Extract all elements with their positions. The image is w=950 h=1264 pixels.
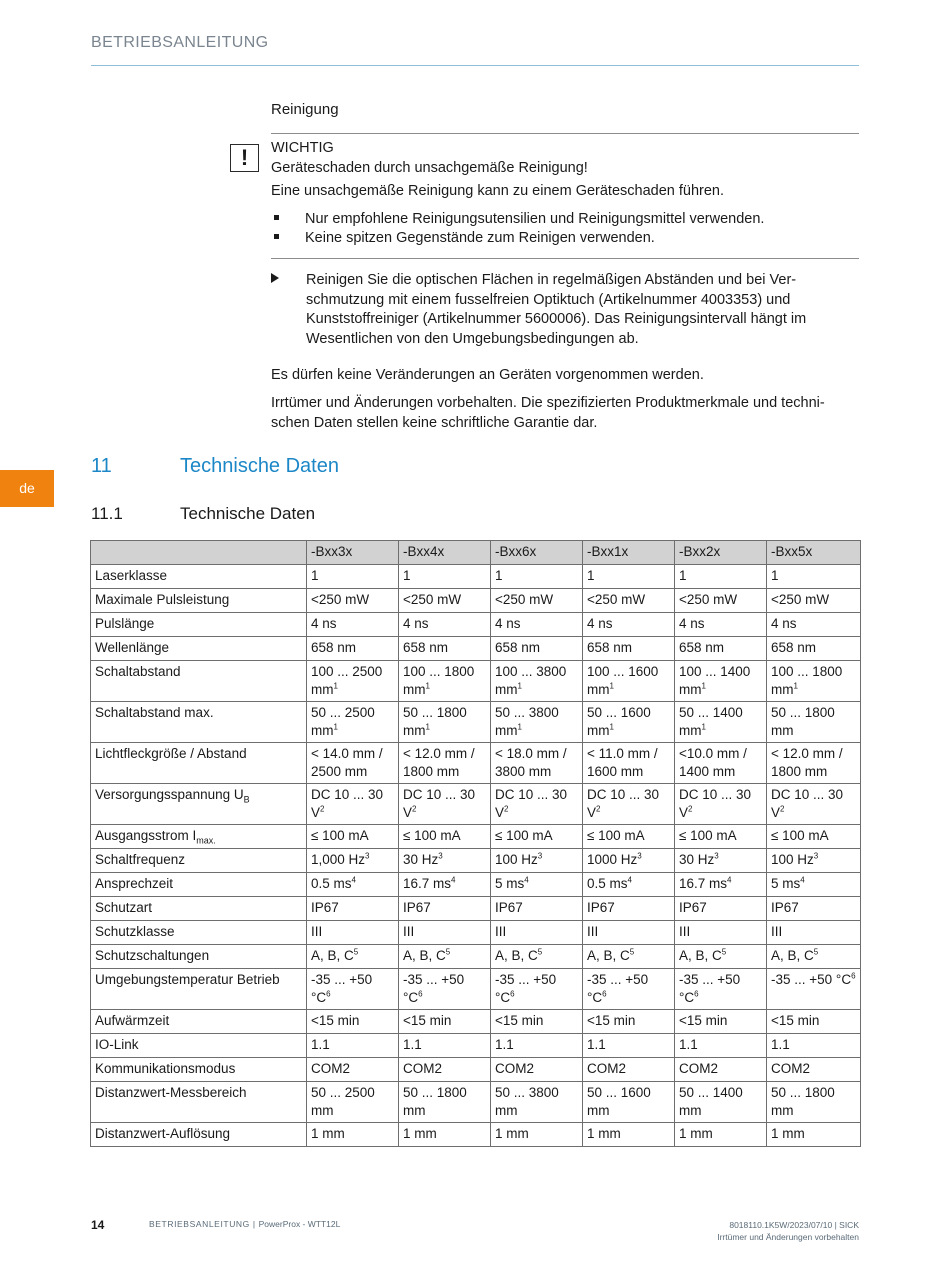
table-cell: DC 10 ... 30 $V^2$ xyxy=(767,784,861,825)
table-cell: 4 ns xyxy=(767,613,861,637)
table-cell: DC 10 ... 30 $V^2$ xyxy=(675,784,767,825)
table-cell: 1 mm xyxy=(583,1123,675,1147)
table-cell: -35 ... +50 $^\circ C^6$ xyxy=(675,969,767,1010)
exclamation-icon: ! xyxy=(230,144,259,172)
table-cell: 658 nm xyxy=(399,637,491,661)
table-cell: 1.1 xyxy=(399,1034,491,1058)
table-cell: <250 mW xyxy=(583,589,675,613)
table-row xyxy=(91,825,861,849)
table-row-label: Schutzschaltungen xyxy=(91,945,307,969)
table-cell: 50 ... 1400 mm xyxy=(675,1082,767,1123)
table-cell: <250 mW xyxy=(675,589,767,613)
table-cell: COM2 xyxy=(675,1058,767,1082)
table-cell: 50 ... 1800 mm xyxy=(767,702,861,743)
paragraph-disclaimer: Irrtümer und Änderungen vorbehalten. Die spezifizierten Produktmerkmale und techni- schen Daten stellen keine schriftliche Garantie dar. xyxy=(271,395,825,431)
footer-document-info: 8018110.1K5W/2023/07/10 | SICK Irrtümer und Änderungen vorbehalten xyxy=(717,1220,859,1242)
table-cell: COM2 xyxy=(307,1058,399,1082)
table-cell: 1 xyxy=(767,565,861,589)
table-cell: 100 ... 1800 $mm^1$ xyxy=(767,661,861,702)
table-cell: < 14.0 mm / 2500 mm xyxy=(307,743,399,784)
table-cell: <250 mW xyxy=(399,589,491,613)
bullet-square-icon xyxy=(274,215,279,220)
page-number: 14 xyxy=(91,1218,105,1232)
table-row xyxy=(91,849,861,873)
table-cell: 1 mm xyxy=(675,1123,767,1147)
table-cell: 50 ... 1600 $mm^1$ xyxy=(583,702,675,743)
table-row xyxy=(91,589,861,613)
table-cell: 1,000 Hz$^3$ xyxy=(307,849,399,873)
table-cell: 1 mm xyxy=(491,1123,583,1147)
table-header-cell: -Bxx4x xyxy=(399,541,491,565)
table-cell: 100 ... 1800 $mm^1$ xyxy=(399,661,491,702)
table-header-cell: -Bxx1x xyxy=(583,541,675,565)
chapter-number: 11 xyxy=(91,455,112,477)
table-cell: 4 ns xyxy=(675,613,767,637)
table-row xyxy=(91,565,861,589)
table-row-label: Versorgungsspannung $U_B$ xyxy=(91,784,307,825)
table-row-label: Distanzwert-Auflösung xyxy=(91,1123,307,1147)
table-cell: 1.1 xyxy=(583,1034,675,1058)
table-cell: III xyxy=(491,921,583,945)
step-instruction: Reinigen Sie die optischen Flächen in regelmäßigen Abständen und bei Ver- schmutzung mit einem fusselfreien Optiktuch (Artikelnummer 4003353) und Kunststoffreiniger (Artikelnummer 5600006). Das Reinigungsintervall hängt im Wesentlichen von den Umgebungsbedingungen ab. xyxy=(306,272,807,347)
table-cell: ≤ 100 mA xyxy=(491,825,583,849)
table-cell: A, B, $C^5$ xyxy=(399,945,491,969)
table-cell: 50 ... 1800 mm xyxy=(767,1082,861,1123)
table-cell: DC 10 ... 30 $V^2$ xyxy=(491,784,583,825)
table-cell: 4 ns xyxy=(307,613,399,637)
table-cell: <250 mW xyxy=(491,589,583,613)
warning-bottom-rule xyxy=(271,258,859,259)
table-header-cell: -Bxx5x xyxy=(767,541,861,565)
table-cell: COM2 xyxy=(399,1058,491,1082)
table-header-cell: -Bxx3x xyxy=(307,541,399,565)
table-row xyxy=(91,1082,861,1123)
table-cell: 100 Hz$^3$ xyxy=(767,849,861,873)
table-cell: 1 xyxy=(399,565,491,589)
table-cell: IP67 xyxy=(307,897,399,921)
table-row xyxy=(91,1010,861,1034)
table-cell: III xyxy=(307,921,399,945)
chapter-title: Technische Daten xyxy=(180,455,339,477)
table-cell: -35 ... +50 $^\circ C^6$ xyxy=(491,969,583,1010)
technical-data-table xyxy=(90,540,861,1147)
table-cell: 1.1 xyxy=(307,1034,399,1058)
table-cell: 4 ns xyxy=(491,613,583,637)
table-cell: 100 ... 1600 $mm^1$ xyxy=(583,661,675,702)
table-row-label: Wellenlänge xyxy=(91,637,307,661)
table-row-label: Pulslänge xyxy=(91,613,307,637)
table-cell: 658 nm xyxy=(491,637,583,661)
warning-bullet xyxy=(271,230,655,246)
table-row-label: Aufwärmzeit xyxy=(91,1010,307,1034)
table-cell: IP67 xyxy=(491,897,583,921)
table-cell: 1 xyxy=(675,565,767,589)
table-cell: -35 ... +50 $^\circ C^6$ xyxy=(307,969,399,1010)
table-cell: 658 nm xyxy=(307,637,399,661)
table-cell: ≤ 100 mA xyxy=(675,825,767,849)
subchapter-number: 11.1 xyxy=(91,504,123,523)
table-row xyxy=(91,1123,861,1147)
table-cell: < 18.0 mm / 3800 mm xyxy=(491,743,583,784)
bullet-text: Nur empfohlene Reinigungsutensilien und Reinigungsmittel verwenden. xyxy=(305,211,765,227)
table-cell: 5 $ms^4$ xyxy=(491,873,583,897)
table-cell: COM2 xyxy=(583,1058,675,1082)
table-cell: 100 ... 1400 $mm^1$ xyxy=(675,661,767,702)
warning-subtitle: Geräteschaden durch unsachgemäße Reinigung! xyxy=(271,160,588,176)
table-cell: DC 10 ... 30 $V^2$ xyxy=(583,784,675,825)
table-cell: <15 min xyxy=(399,1010,491,1034)
table-header-cell: -Bxx6x xyxy=(491,541,583,565)
table-cell: DC 10 ... 30 $V^2$ xyxy=(307,784,399,825)
table-cell: -35 ... +50 $^\circ C^6$ xyxy=(583,969,675,1010)
table-cell: 1 mm xyxy=(307,1123,399,1147)
table-cell: 1.1 xyxy=(767,1034,861,1058)
table-cell: 0.5 $ms^4$ xyxy=(583,873,675,897)
table-cell: <250 mW xyxy=(767,589,861,613)
table-cell: -35 ... +50 $^\circ C^6$ xyxy=(767,969,861,1010)
table-cell: ≤ 100 mA xyxy=(399,825,491,849)
table-cell: <250 mW xyxy=(307,589,399,613)
table-cell: 16.7 $ms^4$ xyxy=(399,873,491,897)
table-cell: III xyxy=(675,921,767,945)
table-cell: 1 mm xyxy=(399,1123,491,1147)
table-header-corner xyxy=(91,541,307,565)
running-header: BETRIEBSANLEITUNG xyxy=(91,34,269,51)
table-header-cell: -Bxx2x xyxy=(675,541,767,565)
table-cell: A, B, $C^5$ xyxy=(675,945,767,969)
table-row-label: Ausgangsstrom $I_{max.}$ xyxy=(91,825,307,849)
table-cell: 1000 Hz$^3$ xyxy=(583,849,675,873)
table-row xyxy=(91,613,861,637)
table-cell: <15 min xyxy=(767,1010,861,1034)
table-row-label: Maximale Pulsleistung xyxy=(91,589,307,613)
table-row xyxy=(91,702,861,743)
table-row xyxy=(91,1034,861,1058)
paragraph-no-modifications: Es dürfen keine Veränderungen an Geräten vorgenommen werden. xyxy=(271,367,704,383)
table-cell: 4 ns xyxy=(399,613,491,637)
table-cell: 1 xyxy=(307,565,399,589)
bullet-square-icon xyxy=(274,234,279,239)
table-row xyxy=(91,873,861,897)
table-cell: 100 ... 3800 $mm^1$ xyxy=(491,661,583,702)
table-cell: < 12.0 mm / 1800 mm xyxy=(767,743,861,784)
table-cell: 16.7 $ms^4$ xyxy=(675,873,767,897)
table-row-label: Schaltfrequenz xyxy=(91,849,307,873)
table-cell: 50 ... 1800 $mm^1$ xyxy=(399,702,491,743)
language-tab: de xyxy=(0,470,54,507)
table-cell: A, B, $C^5$ xyxy=(491,945,583,969)
table-cell: <15 min xyxy=(675,1010,767,1034)
table-row xyxy=(91,784,861,825)
warning-label: WICHTIG xyxy=(271,140,334,156)
table-cell: ≤ 100 mA xyxy=(767,825,861,849)
table-cell: <10.0 mm / 1400 mm xyxy=(675,743,767,784)
warning-bullet xyxy=(271,211,764,227)
table-row xyxy=(91,1058,861,1082)
table-cell: 1.1 xyxy=(491,1034,583,1058)
table-row-label: Schutzklasse xyxy=(91,921,307,945)
table-header-row xyxy=(91,541,861,565)
table-cell: 30 Hz$^3$ xyxy=(675,849,767,873)
table-row-label: Schaltabstand max. xyxy=(91,702,307,743)
table-cell: III xyxy=(583,921,675,945)
table-cell: 658 nm xyxy=(583,637,675,661)
table-row-label: Ansprechzeit xyxy=(91,873,307,897)
table-row xyxy=(91,743,861,784)
table-cell: ≤ 100 mA xyxy=(307,825,399,849)
table-cell: IP67 xyxy=(583,897,675,921)
table-cell: ≤ 100 mA xyxy=(583,825,675,849)
table-cell: III xyxy=(399,921,491,945)
table-cell: IP67 xyxy=(675,897,767,921)
subchapter-title: Technische Daten xyxy=(180,504,316,523)
table-cell: 1.1 xyxy=(675,1034,767,1058)
table-cell: 50 ... 3800 mm xyxy=(491,1082,583,1123)
table-row xyxy=(91,921,861,945)
table-cell: COM2 xyxy=(491,1058,583,1082)
table-cell: 1 mm xyxy=(767,1123,861,1147)
table-cell: 5 $ms^4$ xyxy=(767,873,861,897)
table-row-label: Laserklasse xyxy=(91,565,307,589)
table-cell: IP67 xyxy=(767,897,861,921)
table-cell: DC 10 ... 30 $V^2$ xyxy=(399,784,491,825)
table-cell: <15 min xyxy=(307,1010,399,1034)
table-row-label: Schutzart xyxy=(91,897,307,921)
table-row-label: Lichtfleckgröße / Abstand xyxy=(91,743,307,784)
table-cell: 50 ... 1400 $mm^1$ xyxy=(675,702,767,743)
table-cell: 0.5 $ms^4$ xyxy=(307,873,399,897)
table-cell: 100 Hz$^3$ xyxy=(491,849,583,873)
table-cell: <15 min xyxy=(491,1010,583,1034)
table-row xyxy=(91,661,861,702)
table-cell: -35 ... +50 $^\circ C^6$ xyxy=(399,969,491,1010)
table-cell: III xyxy=(767,921,861,945)
section-heading: Reinigung xyxy=(271,101,339,118)
table-row xyxy=(91,945,861,969)
table-row-label: IO-Link xyxy=(91,1034,307,1058)
table-row-label: Schaltabstand xyxy=(91,661,307,702)
table-cell: < 11.0 mm / 1600 mm xyxy=(583,743,675,784)
table-cell: 30 Hz$^3$ xyxy=(399,849,491,873)
bullet-text: Keine spitzen Gegenstände zum Reinigen verwenden. xyxy=(305,230,655,246)
table-cell: 658 nm xyxy=(675,637,767,661)
table-cell: 4 ns xyxy=(583,613,675,637)
table-cell: 658 nm xyxy=(767,637,861,661)
table-cell: 50 ... 1800 mm xyxy=(399,1082,491,1123)
step-arrow-icon xyxy=(271,273,279,283)
table-cell: 1 xyxy=(491,565,583,589)
table-row xyxy=(91,969,861,1010)
table-row xyxy=(91,637,861,661)
table-cell: 50 ... 2500 mm xyxy=(307,1082,399,1123)
table-row-label: Kommunikationsmodus xyxy=(91,1058,307,1082)
table-cell: COM2 xyxy=(767,1058,861,1082)
table-cell: A, B, $C^5$ xyxy=(583,945,675,969)
table-cell: 50 ... 1600 mm xyxy=(583,1082,675,1123)
table-cell: < 12.0 mm / 1800 mm xyxy=(399,743,491,784)
table-cell: 1 xyxy=(583,565,675,589)
table-cell: IP67 xyxy=(399,897,491,921)
table-cell: 50 ... 2500 $mm^1$ xyxy=(307,702,399,743)
footer-document-title: BETRIEBSANLEITUNG | PowerProx - WTT12L xyxy=(149,1219,341,1229)
table-cell: <15 min xyxy=(583,1010,675,1034)
table-cell: A, B, $C^5$ xyxy=(767,945,861,969)
warning-text: Eine unsachgemäße Reinigung kann zu einem Geräteschaden führen. xyxy=(271,183,725,199)
table-cell: 100 ... 2500 $mm^1$ xyxy=(307,661,399,702)
table-row xyxy=(91,897,861,921)
table-row-label: Umgebungstemperatur Betrieb xyxy=(91,969,307,1010)
table-cell: 50 ... 3800 $mm^1$ xyxy=(491,702,583,743)
table-row-label: Distanzwert-Messbereich xyxy=(91,1082,307,1123)
header-rule xyxy=(91,65,859,66)
warning-top-rule xyxy=(271,133,859,134)
table-cell: A, B, $C^5$ xyxy=(307,945,399,969)
